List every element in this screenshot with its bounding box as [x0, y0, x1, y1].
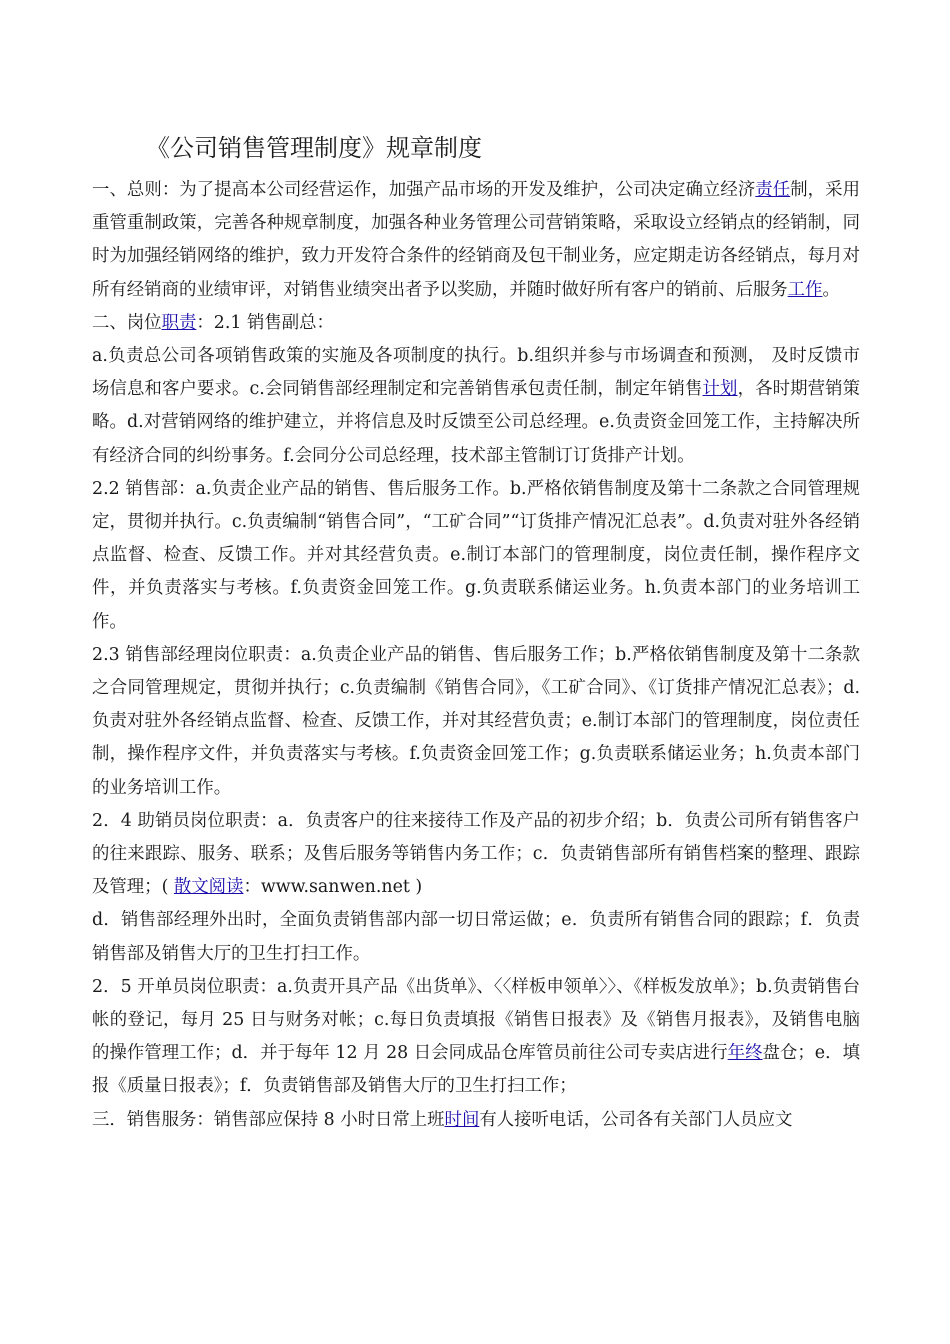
paragraph-text: 有人接听电话，公司各有关部门人员应文	[479, 1109, 793, 1130]
inline-link[interactable]: 工作	[787, 279, 823, 300]
paragraph	[92, 805, 860, 905]
paragraph	[92, 639, 860, 805]
inline-link[interactable]: 时间	[444, 1109, 480, 1130]
paragraph	[92, 1104, 860, 1137]
paragraph	[92, 307, 860, 340]
paragraph-text: 。	[822, 279, 840, 300]
document-body	[92, 174, 860, 1137]
paragraph-text: a.负责总公司各项销售政策的实施及各项制度的执行。b.组织并参与市场调查和预测， 及时反馈市场信息和客户要求。c.会同销售部经理制定和完善销售承包责任制，制定年销售	[92, 346, 860, 400]
paragraph-text: d．销售部经理外出时，全面负责销售部内部一切日常运做；e．负责所有销售合同的跟踪；f．负责销售部及销售大厅的卫生打扫工作。	[92, 910, 860, 964]
paragraph	[92, 340, 860, 473]
paragraph-text: 2．5 开单员岗位职责：a.负责开具产品《出货单》、〈〈样板申领单〉〉、《样板发放单》；b.负责销售台帐的登记，每月 25 日与财务对帐；c.每日负责填报《销售日报表》及《销售月报表》，及销售电脑的操作管理工作；d．并于每年 12 月 28 日会同成品仓库管员前往公司专卖店进行	[92, 976, 860, 1064]
inline-link[interactable]: 计划	[702, 379, 738, 400]
inline-link[interactable]: 年终	[727, 1043, 763, 1064]
paragraph-text: 盘仓；e．填报《质量日报表》；f．负责销售部及销售大厅的卫生打扫工作；	[92, 1043, 860, 1097]
paragraph-text: 三．销售服务：销售部应保持 8 小时日常上班	[92, 1109, 445, 1130]
paragraph	[92, 174, 860, 307]
paragraph	[92, 971, 860, 1104]
paragraph-text: 2.2 销售部：a.负责企业产品的销售、售后服务工作。b.严格依销售制度及第十二条款之合同管理规定，贯彻并执行。c.负责编制“销售合同”，“工矿合同”“订货排产情况汇总表”。d.负责对驻外各经销点监督、检查、反馈工作。并对其经营负责。e.制订本部门的管理制度，岗位责任制，操作程序文件，并负责落实与考核。f.负责资金回笼工作。g.负责联系储运业务。h.负责本部门的业务培训工作。	[92, 478, 860, 632]
document-title: 《公司销售管理制度》规章制度	[146, 134, 482, 162]
paragraph-text: ：www.sanwen.net )	[243, 877, 423, 898]
inline-link[interactable]: 责任	[755, 180, 791, 200]
paragraph	[92, 473, 860, 639]
paragraph-text: 二、岗位	[92, 312, 162, 333]
paragraph-text: 一、总则：为了提高本公司经营运作，加强产品市场的开发及维护，公司决定确立经济	[92, 180, 756, 200]
inline-link[interactable]: 散文阅读	[173, 877, 244, 898]
paragraph-text: 制，采用重管重制政策，完善各种规章制度，加强各种业务管理公司营销策略，采取设立经销点的经销制，同时为加强经销网络的维护，致力开发符合条件的经销商及包干制业务，应定期走访各经销点，每月对所有经销商的业绩审评，对销售业绩突出者予以奖励，并随时做好所有客户的销前、后服务	[92, 180, 860, 300]
inline-link[interactable]: 职责	[161, 312, 197, 333]
paragraph-text: ，各时期营销策略。d.对营销网络的维护建立，并将信息及时反馈至公司总经理。e.负责资金回笼工作，主持解决所有经济合同的纠纷事务。f.会同分公司总经理，技术部主管制订订货排产计划。	[92, 379, 860, 466]
paragraph-text: 2．4 助销员岗位职责：a．负责客户的往来接待工作及产品的初步介绍；b．负责公司所有销售客户的往来跟踪、服务、联系；及售后服务等销售内务工作；c．负责销售部所有销售档案的整理、跟踪及管理；(	[92, 810, 860, 898]
paragraph-text: ：2.1 销售副总：	[196, 312, 334, 333]
paragraph	[92, 904, 860, 970]
document-page	[92, 128, 860, 1137]
paragraph-text: 2.3 销售部经理岗位职责：a.负责企业产品的销售、售后服务工作；b.严格依销售制度及第十二条款之合同管理规定，贯彻并执行；c.负责编制《销售合同》，《工矿合同》、《订货排产情况汇总表》；d.负责对驻外各经销点监督、检查、反馈工作，并对其经营负责；e.制订本部门的管理制度，岗位责任制，操作程序文件，并负责落实与考核。f.负责资金回笼工作；g.负责联系储运业务；h.负责本部门的业务培训工作。	[92, 644, 860, 798]
